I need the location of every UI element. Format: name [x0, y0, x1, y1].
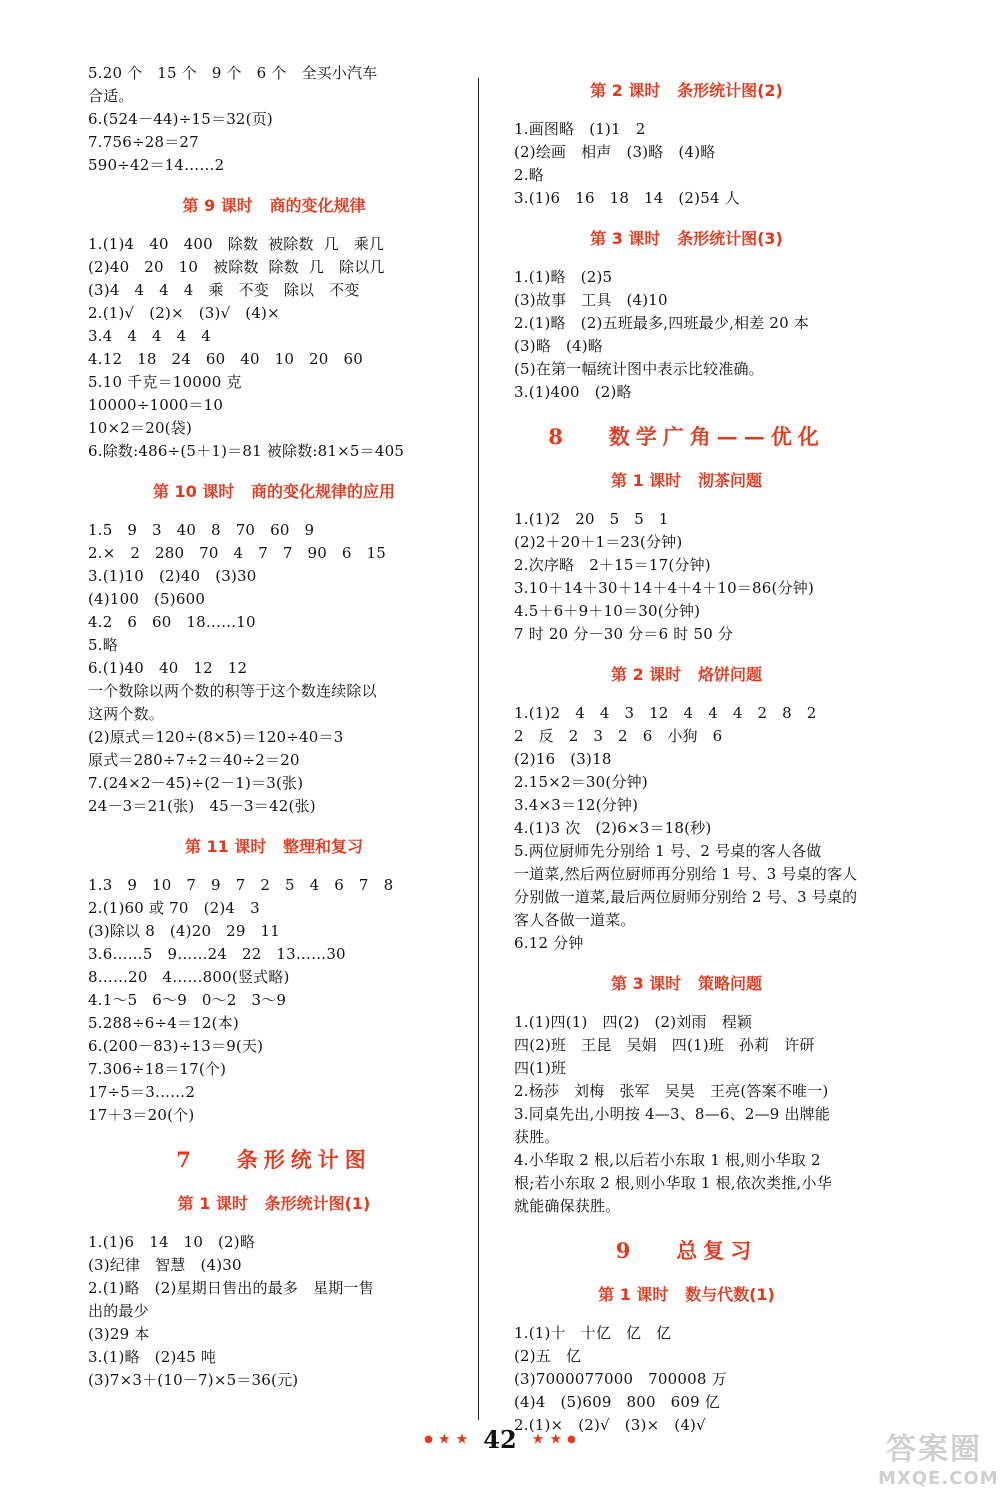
lesson-heading: 第 2 课时 条形统计图(2) [590, 81, 783, 100]
answer-line: 5.两位厨师先分别给 1 号、2 号桌的客人各做 [514, 842, 822, 860]
lesson-heading: 第 3 课时 策略问题 [611, 974, 762, 993]
answer-line: 1.(1)2 4 4 3 12 4 4 4 2 8 2 [514, 704, 817, 722]
answer-line: (3)纪律 智慧 (4)30 [88, 1256, 242, 1274]
watermark-title: 答案圈 [886, 1432, 982, 1467]
answer-line: 4.12 18 24 60 40 10 20 60 [88, 350, 363, 368]
answer-line: 2.略 [514, 166, 544, 184]
answer-line: 10×2＝20(袋) [88, 419, 192, 437]
answer-line: 1.3 9 10 7 9 7 2 5 4 6 7 8 [88, 876, 394, 894]
answer-line: 这两个数。 [88, 705, 165, 723]
left-column [88, 62, 460, 1392]
answer-line: 1.(1)十 十亿 亿 亿 [514, 1324, 672, 1342]
answer-line: 分别做一道菜,最后两位厨师分别给 2 号、3 号桌的 [514, 888, 858, 906]
lesson-heading: 第 9 课时 商的变化规律 [182, 196, 366, 215]
answer-line: 17÷5＝3……2 [88, 1083, 196, 1101]
answer-line: 1.(1)四(1) 四(2) (2)刘雨 程颖 [514, 1013, 753, 1031]
answer-line: 6.(200－83)÷13＝9(天) [88, 1037, 264, 1055]
answer-line: 3.10＋14＋30＋14＋4＋4＋10＝86(分钟) [514, 579, 815, 597]
column-divider [478, 78, 479, 1420]
answer-line: 3.4×3＝12(分钟) [514, 796, 639, 814]
answer-line: 根;若小东取 2 根,则小华取 1 根,依次类推,小华 [514, 1174, 832, 1192]
watermark-logo [878, 1432, 999, 1498]
answer-line: (4)100 (5)600 [88, 590, 206, 608]
answer-line: 3.6……5 9……24 22 13……30 [88, 945, 346, 963]
answer-line: (2)五 亿 [514, 1347, 582, 1365]
answer-line: 一个数除以两个数的积等于这个数连续除以 [88, 682, 377, 700]
answer-line: 5.10 千克＝10000 克 [88, 373, 242, 391]
answer-line: 1.5 9 3 40 8 70 60 9 [88, 521, 315, 539]
watermark-url: MXQE.COM [878, 1468, 999, 1489]
answer-line: 590÷42＝14……2 [88, 156, 225, 174]
answer-line: 6.12 分钟 [514, 934, 584, 952]
answer-line: 2.(1)60 或 70 (2)4 3 [88, 899, 260, 917]
star-dot-icon: ● [424, 1434, 433, 1445]
lesson-heading: 第 2 课时 烙饼问题 [611, 665, 762, 684]
answer-line: 3.4 4 4 4 4 [88, 327, 212, 345]
answer-line: 3.(1)略 (2)45 吨 [88, 1348, 217, 1366]
answer-line: 一道菜,然后两位厨师再分别给 1 号、3 号桌的客人 [514, 865, 858, 883]
answer-line: 6.(524－44)÷15＝32(页) [88, 110, 273, 128]
lesson-heading: 第 1 课时 条形统计图(1) [177, 1194, 371, 1213]
answer-line: (3)29 本 [88, 1325, 150, 1343]
answer-line: 3.同桌先出,小明按 4—3、8—6、2—9 出牌能 [514, 1105, 831, 1123]
answer-line: (2)原式＝120÷(8×5)＝120÷40＝3 [88, 728, 344, 746]
answer-line: 原式＝280÷7÷2＝40÷2＝20 [88, 751, 300, 769]
answer-line: 8……20 4……800(竖式略) [88, 968, 290, 986]
answer-line: 1.(1)6 14 10 (2)略 [88, 1233, 256, 1251]
answer-line: 2.(1)√ (2)× (3)√ (4)× [88, 304, 280, 322]
answer-line: 5.288÷6÷4＝12(本) [88, 1014, 239, 1032]
page-number: 42 [483, 1425, 517, 1454]
answer-line: 3.(1)400 (2)略 [514, 383, 632, 401]
answer-line: (2)16 (3)18 [514, 750, 612, 768]
answer-line: 4.5＋6＋9＋10＝30(分钟) [514, 602, 701, 620]
answer-line: (2)2＋20＋1＝23(分钟) [514, 533, 683, 551]
answer-line: (2)绘画 相声 (3)略 (4)略 [514, 143, 716, 161]
answer-line: 6.除数:486÷(5＋1)＝81 被除数:81×5＝405 [88, 442, 405, 460]
answer-line: 4.1～5 6～9 0～2 3～9 [88, 991, 287, 1009]
answer-line: (3)7×3＋(10－7)×5＝36(元) [88, 1371, 299, 1389]
answer-line: 2.杨莎 刘梅 张军 吴昊 王亮(答案不唯一) [514, 1082, 829, 1100]
answer-line: 7.(24×2－45)÷(2－1)＝3(张) [88, 774, 304, 792]
answer-line: 1.(1)略 (2)5 [514, 268, 613, 286]
answer-line: 4.小华取 2 根,以后若小东取 1 根,则小华取 2 [514, 1151, 821, 1169]
star-dot-icon: ● [567, 1434, 576, 1445]
answer-line: 3.(1)10 (2)40 (3)30 [88, 567, 257, 585]
lesson-heading: 第 3 课时 条形统计图(3) [590, 229, 783, 248]
answer-line: 24－3＝21(张) 45－3＝42(张) [88, 797, 316, 815]
answer-line: 1.画图略 (1)1 2 [514, 120, 646, 138]
chapter-heading: 9 总复习 [615, 1238, 758, 1263]
answer-line: 2.15×2＝30(分钟) [514, 773, 648, 791]
answer-line: 4.2 6 60 18……10 [88, 613, 256, 631]
chapter-heading: 7 条形统计图 [176, 1147, 372, 1172]
lesson-heading: 第 1 课时 沏茶问题 [611, 471, 762, 490]
lesson-heading: 第 10 课时 商的变化规律的应用 [152, 482, 396, 501]
answer-line: (4)4 (5)609 800 609 亿 [514, 1393, 721, 1411]
answer-line: 5.略 [88, 636, 118, 654]
answer-line: 2.次序略 2＋15＝17(分钟) [514, 556, 711, 574]
star-icon: ★ [531, 1431, 545, 1448]
answer-line: 2.× 2 280 70 4 7 7 90 6 15 [88, 544, 387, 562]
lesson-heading: 第 1 课时 数与代数(1) [598, 1285, 775, 1304]
answer-line: 7 时 20 分－30 分＝6 时 50 分 [514, 625, 734, 643]
answer-line: 2.(1)× (2)√ (3)× (4)√ [514, 1416, 706, 1434]
answer-line: 7.756÷28＝27 [88, 133, 199, 151]
chapter-heading: 8 数学广角——优化 [548, 424, 825, 449]
star-icon: ★ [437, 1431, 451, 1448]
star-icon: ★ [549, 1431, 563, 1448]
answer-line: 获胜。 [514, 1128, 560, 1146]
answer-line: (3)除以 8 (4)20 29 11 [88, 922, 280, 940]
answer-line: (3)7000077000 700008 万 [514, 1370, 727, 1388]
answer-line: 四(2)班 王昆 吴娟 四(1)班 孙莉 许研 [514, 1036, 815, 1054]
page-footer [0, 1425, 1000, 1454]
answer-line: 1.(1)2 20 5 5 1 [514, 510, 669, 528]
answer-line: 就能确保获胜。 [514, 1197, 621, 1215]
answer-line: (3)4 4 4 4 乘 不变 除以 不变 [88, 281, 360, 299]
lesson-heading: 第 11 课时 整理和复习 [184, 837, 364, 856]
answer-line: 5.20 个 15 个 9 个 6 个 全买小汽车 [88, 64, 378, 82]
answer-line: 2 反 2 3 2 6 小狗 6 [514, 727, 723, 745]
answer-line: (3)略 (4)略 [514, 337, 603, 355]
answer-line: 4.(1)3 次 (2)6×3＝18(秒) [514, 819, 712, 837]
answer-line: 6.(1)40 40 12 12 [88, 659, 248, 677]
answer-line: 1.(1)4 40 400 除数 被除数 几 乘几 [88, 235, 385, 253]
answer-line: 出的最少 [88, 1302, 149, 1320]
answer-line: 2.(1)略 (2)五班最多,四班最少,相差 20 本 [514, 314, 810, 332]
answer-line: (2)40 20 10 被除数 除数 几 除以几 [88, 258, 385, 276]
answer-line: 2.(1)略 (2)星期日售出的最多 星期一售 [88, 1279, 374, 1297]
answer-line: 7.306÷18＝17(个) [88, 1060, 227, 1078]
right-column [514, 62, 859, 1437]
answer-line: 10000÷1000＝10 [88, 396, 224, 414]
answer-line: 合适。 [88, 87, 134, 105]
star-icon: ★ [455, 1431, 469, 1448]
answer-line: (5)在第一幅统计图中表示比较准确。 [514, 360, 764, 378]
answer-line: 四(1)班 [514, 1059, 567, 1077]
answer-line: 客人各做一道菜。 [514, 911, 636, 929]
answer-line: 17＋3＝20(个) [88, 1106, 195, 1124]
answer-line: (3)故事 工具 (4)10 [514, 291, 668, 309]
answer-line: 3.(1)6 16 18 14 (2)54 人 [514, 189, 740, 207]
